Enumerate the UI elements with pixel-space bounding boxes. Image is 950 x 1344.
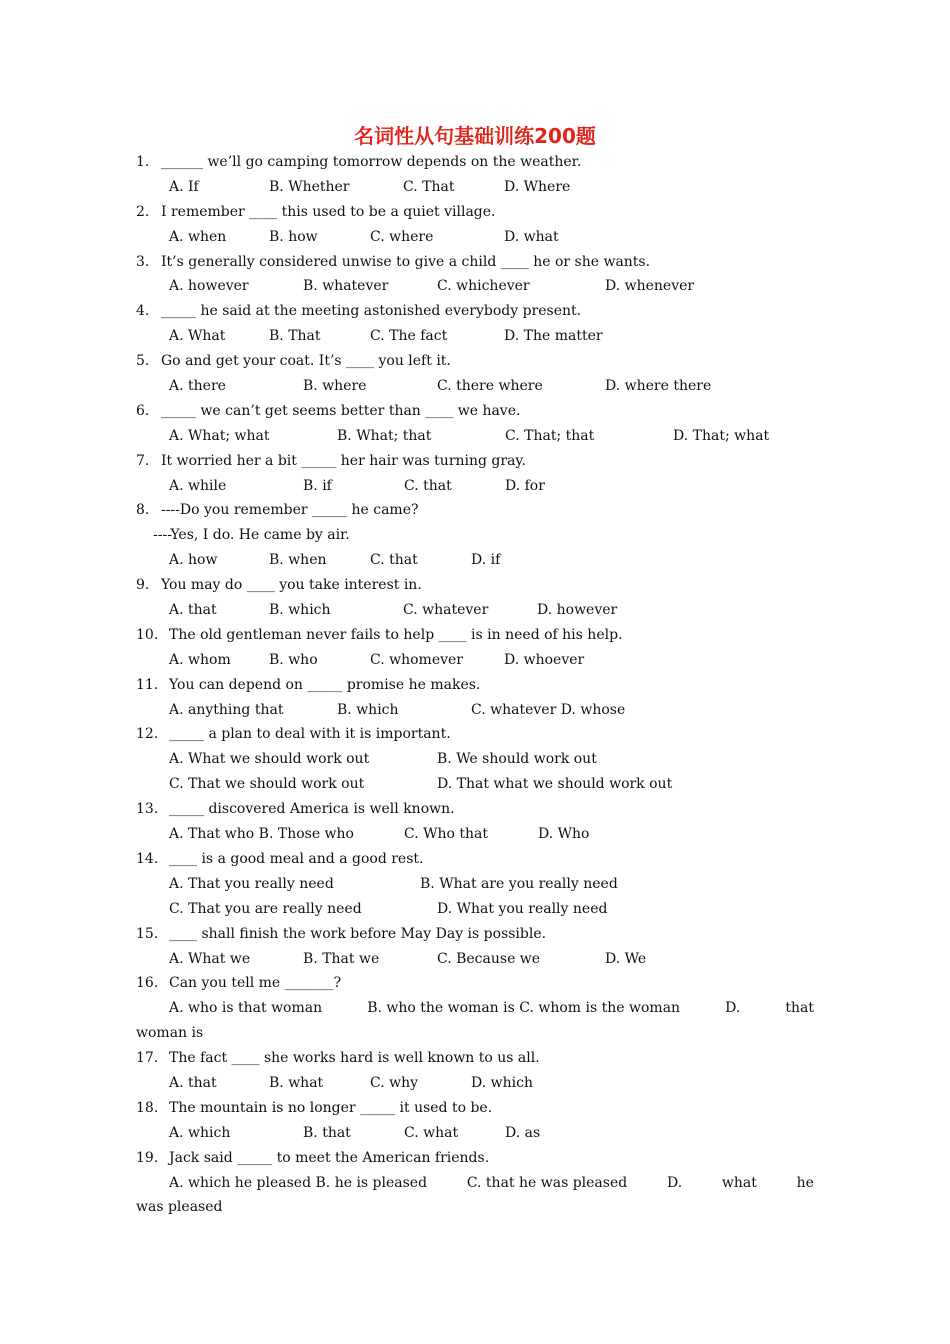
answer-options bbox=[136, 947, 816, 972]
question-number: 3. bbox=[136, 253, 150, 270]
option-c: C. that bbox=[404, 477, 452, 494]
option-b: B. which bbox=[269, 602, 331, 619]
answer-options bbox=[136, 996, 816, 1021]
option-b: B. who bbox=[269, 651, 318, 668]
question-number: 5. bbox=[136, 353, 150, 370]
answer-options bbox=[136, 474, 816, 499]
question-number: 6. bbox=[136, 402, 150, 419]
option-a: A. What; what bbox=[169, 427, 270, 444]
option-c: C. why bbox=[370, 1074, 419, 1091]
question-text: It worried her a bit _____ her hair was turning gray. bbox=[161, 452, 526, 469]
question-text: You can depend on _____ promise he makes. bbox=[169, 676, 481, 693]
option-b: B. What are you really need bbox=[420, 875, 618, 892]
option-c: C. whichever bbox=[437, 278, 530, 295]
option-b: B. that bbox=[303, 1124, 351, 1141]
question-number: 14. bbox=[136, 850, 159, 867]
question-stem bbox=[136, 623, 816, 648]
option-a: A. however bbox=[169, 278, 249, 295]
answer-options bbox=[136, 274, 816, 299]
option-d-start: that bbox=[785, 1000, 814, 1017]
question-text: Can you tell me _______? bbox=[169, 975, 342, 992]
option-c: C. that bbox=[370, 552, 418, 569]
option-a: A. If bbox=[169, 178, 199, 195]
option-b: B. What; that bbox=[337, 427, 432, 444]
question-stem bbox=[136, 200, 816, 225]
option-d: D. what bbox=[504, 228, 559, 245]
option-c: C. there where bbox=[437, 378, 543, 395]
question-stem bbox=[136, 349, 816, 374]
question-text: ----Do you remember _____ he came? bbox=[161, 502, 419, 519]
option-continuation: woman is bbox=[136, 1025, 204, 1042]
option-b: B. whatever bbox=[303, 278, 389, 295]
option-b: B. if bbox=[303, 477, 332, 494]
question-stem bbox=[136, 1096, 816, 1121]
option-b: B. We should work out bbox=[437, 751, 597, 768]
answer-options bbox=[136, 374, 816, 399]
option-c: C. what bbox=[404, 1124, 459, 1141]
option-b: B. when bbox=[269, 552, 327, 569]
answer-options bbox=[136, 822, 816, 847]
question-text: The old gentleman never fails to help ____ is in need of his help. bbox=[169, 626, 623, 643]
answer-options bbox=[136, 1071, 816, 1096]
option-d-word-2: he bbox=[796, 1174, 814, 1191]
option-d-label: D. bbox=[666, 1174, 683, 1191]
option-d: D. however bbox=[537, 602, 618, 619]
question-text: _____ he said at the meeting astonished everybody present. bbox=[161, 303, 582, 320]
option-a: A. That you really need bbox=[169, 875, 334, 892]
option-c-d: C. whatever D. whose bbox=[471, 701, 626, 718]
question-stem bbox=[136, 797, 816, 822]
question-stem bbox=[136, 673, 816, 698]
option-c: C. Who that bbox=[404, 826, 489, 843]
answer-options bbox=[136, 648, 816, 673]
question-stem bbox=[136, 1046, 816, 1071]
answer-options bbox=[136, 747, 816, 772]
option-a: A. What bbox=[169, 328, 226, 345]
question-text: You may do ____ you take interest in. bbox=[161, 577, 422, 594]
option-d: D. Who bbox=[538, 826, 590, 843]
dialogue-reply bbox=[136, 523, 816, 548]
question-text: The fact ____ she works hard is well known to us all. bbox=[169, 1050, 540, 1067]
option-d: D. if bbox=[471, 552, 501, 569]
option-b: B. That bbox=[269, 328, 321, 345]
question-number: 19. bbox=[136, 1149, 159, 1166]
question-number: 18. bbox=[136, 1099, 159, 1116]
option-d: D. whenever bbox=[605, 278, 695, 295]
question-stem bbox=[136, 922, 816, 947]
answer-options bbox=[136, 324, 816, 349]
answer-options bbox=[136, 598, 816, 623]
option-b: B. That we bbox=[303, 950, 380, 967]
question-text: _____ discovered America is well known. bbox=[169, 801, 455, 818]
question-text: The mountain is no longer _____ it used to be. bbox=[169, 1099, 493, 1116]
option-a: A. What we bbox=[169, 950, 251, 967]
option-d: D. That what we should work out bbox=[437, 776, 673, 793]
question-stem bbox=[136, 498, 816, 523]
option-d: D. The matter bbox=[504, 328, 603, 345]
option-b-c: B. who the woman is C. whom is the woman bbox=[367, 1000, 681, 1017]
reply-text: ----Yes, I do. He came by air. bbox=[153, 527, 350, 544]
option-d: D. which bbox=[471, 1074, 533, 1091]
option-a: A. when bbox=[169, 228, 227, 245]
option-a: A. that bbox=[169, 1074, 217, 1091]
option-a: A. how bbox=[169, 552, 218, 569]
option-a: A. whom bbox=[169, 651, 231, 668]
question-number: 15. bbox=[136, 925, 159, 942]
answer-options bbox=[136, 175, 816, 200]
answer-options bbox=[136, 872, 816, 897]
answer-options bbox=[136, 1121, 816, 1146]
question-text: ____ is a good meal and a good rest. bbox=[169, 850, 424, 867]
option-b: B. how bbox=[269, 228, 318, 245]
option-c: C. where bbox=[370, 228, 434, 245]
question-number: 10. bbox=[136, 626, 159, 643]
option-d-label: D. bbox=[725, 1000, 741, 1017]
question-text: _____ we can’t get seems better than ____ we have. bbox=[161, 402, 521, 419]
question-number: 17. bbox=[136, 1050, 159, 1067]
answer-options bbox=[136, 698, 816, 723]
question-text: It’s generally considered unwise to give a child ____ he or she wants. bbox=[161, 253, 651, 270]
option-d: D. What you really need bbox=[437, 900, 608, 917]
question-text: _____ a plan to deal with it is important. bbox=[169, 726, 451, 743]
option-c: C. That bbox=[403, 178, 455, 195]
question-stem bbox=[136, 250, 816, 275]
option-a: A. which bbox=[169, 1124, 231, 1141]
option-c: C. The fact bbox=[370, 328, 448, 345]
question-number: 9. bbox=[136, 577, 150, 594]
question-number: 8. bbox=[136, 502, 150, 519]
option-c: C. whatever bbox=[403, 602, 489, 619]
option-d-word-1: what bbox=[721, 1174, 757, 1191]
option-a-b: A. which he pleased B. he is pleased bbox=[169, 1174, 428, 1191]
option-a: A. that bbox=[169, 602, 217, 619]
answer-options bbox=[136, 1171, 816, 1196]
question-list bbox=[136, 150, 816, 1220]
option-a: A. who is that woman bbox=[169, 1000, 323, 1017]
option-c: C. That you are really need bbox=[169, 900, 362, 917]
answer-options bbox=[136, 424, 816, 449]
option-b: B. where bbox=[303, 378, 367, 395]
option-d: D. for bbox=[505, 477, 545, 494]
question-number: 12. bbox=[136, 726, 159, 743]
question-text: Jack said _____ to meet the American friends. bbox=[169, 1149, 490, 1166]
option-d: D. That; what bbox=[673, 427, 770, 444]
option-d: D. whoever bbox=[504, 651, 585, 668]
option-b: B. Whether bbox=[269, 178, 350, 195]
option-d: D. Where bbox=[504, 178, 571, 195]
option-c: C. whomever bbox=[370, 651, 463, 668]
question-text: I remember ____ this used to be a quiet village. bbox=[161, 203, 496, 220]
option-d: D. as bbox=[505, 1124, 541, 1141]
option-d: D. where there bbox=[605, 378, 712, 395]
question-stem bbox=[136, 399, 816, 424]
option-c: C. That; that bbox=[505, 427, 595, 444]
option-b: B. which bbox=[337, 701, 399, 718]
option-continuation: was pleased bbox=[136, 1199, 223, 1216]
page-title: 名词性从句基础训练200题 bbox=[354, 124, 596, 148]
question-number: 1. bbox=[136, 154, 150, 170]
question-number: 7. bbox=[136, 452, 150, 469]
option-a: A. while bbox=[169, 477, 227, 494]
option-d: D. We bbox=[605, 950, 647, 967]
question-stem bbox=[136, 449, 816, 474]
question-number: 16. bbox=[136, 975, 159, 992]
question-number: 4. bbox=[136, 303, 150, 320]
question-stem bbox=[136, 573, 816, 598]
option-a-b: A. That who B. Those who bbox=[169, 826, 354, 843]
option-a: A. there bbox=[169, 378, 226, 395]
question-text: ______ we’ll go camping tomorrow depends on the weather. bbox=[161, 154, 582, 170]
question-number: 11. bbox=[136, 676, 159, 693]
option-c: C. That we should work out bbox=[169, 776, 365, 793]
question-number: 13. bbox=[136, 801, 159, 818]
question-text: Go and get your coat. It’s ____ you left it. bbox=[161, 353, 451, 370]
option-c: C. Because we bbox=[437, 950, 541, 967]
answer-options bbox=[136, 772, 816, 797]
answer-options bbox=[136, 548, 816, 573]
question-stem bbox=[136, 971, 816, 996]
question-stem bbox=[136, 1146, 816, 1171]
answer-options bbox=[136, 897, 816, 922]
question-stem bbox=[136, 299, 816, 324]
option-a: A. What we should work out bbox=[169, 751, 370, 768]
answer-options bbox=[136, 225, 816, 250]
option-b: B. what bbox=[269, 1074, 324, 1091]
question-text: ____ shall finish the work before May Day is possible. bbox=[169, 925, 547, 942]
question-stem bbox=[136, 722, 816, 747]
option-a: A. anything that bbox=[169, 701, 284, 718]
question-stem bbox=[136, 847, 816, 872]
question-number: 2. bbox=[136, 203, 150, 220]
option-c: C. that he was pleased bbox=[466, 1174, 628, 1191]
question-stem bbox=[136, 150, 816, 175]
